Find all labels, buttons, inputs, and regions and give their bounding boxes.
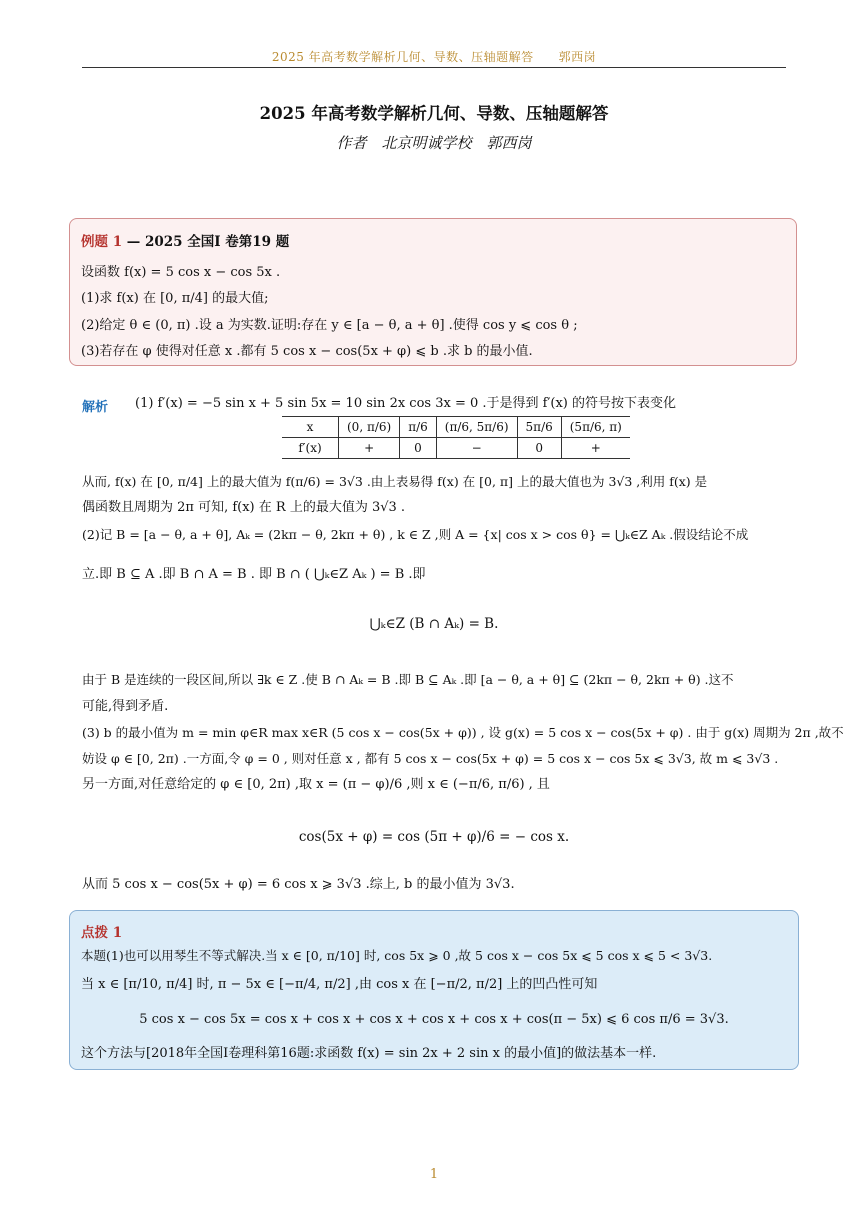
table-cell: (π/6, 5π/6) [436, 417, 517, 438]
table-cell: (5π/6, π) [561, 417, 630, 438]
document-author: 作者 北京明诚学校 郭西岗 [336, 134, 532, 152]
part1-line-2: 偶函数且周期为 2π 可知, f(x) 在 R 上的最大值为 3√3 . [82, 500, 406, 515]
part3-line-3: 另一方面,对任意给定的 φ ∈ [0, 2π) ,取 x = (π − φ)/6 ,则 x ∈ (−π/6, π/6) , 且 [82, 777, 550, 792]
example-title [81, 230, 289, 250]
example-line-2: (1)求 f(x) 在 [0, π/4] 的最大值; [81, 291, 269, 306]
example-source: — 2025 全国I 卷第19 题 [122, 234, 290, 250]
sign-table-wrapper [282, 416, 630, 459]
tip-label: 点拨 1 [81, 925, 123, 941]
solution-intro: (1) f′(x) = −5 sin x + 5 sin 5x = 10 sin 2x cos 3x = 0 .于是得到 f′(x) 的符号按下表变化 [135, 396, 677, 411]
table-cell: π/6 [400, 417, 437, 438]
part3-equation: cos(5x + φ) = cos (5π + φ)/6 = − cos x. [298, 829, 570, 845]
part3-line-4: 从而 5 cos x − cos(5x + φ) = 6 cos x ⩾ 3√3 .综上, b 的最小值为 3√3. [82, 877, 515, 892]
table-cell: 0 [517, 438, 561, 459]
example-line-4: (3)若存在 φ 使得对任意 x .都有 5 cos x − cos(5x + φ) ⩽ b .求 b 的最小值. [81, 344, 533, 359]
table-cell: x [282, 417, 339, 438]
sign-table [282, 416, 630, 459]
table-cell: f′(x) [282, 438, 339, 459]
table-cell: − [436, 438, 517, 459]
tip-line-2: 当 x ∈ [π/10, π/4] 时, π − 5x ∈ [−π/4, π/2] ,由 cos x 在 [−π/2, π/2] 上的凹凸性可知 [81, 977, 598, 992]
tip-line-3: 这个方法与[2018年全国I卷理科第16题:求函数 f(x) = sin 2x + 2 sin x 的最小值]的做法基本一样. [81, 1046, 657, 1061]
page-number: 1 [429, 1167, 439, 1182]
example-label: 例题 1 [81, 234, 123, 250]
example-line-3: (2)给定 θ ∈ (0, π) .设 a 为实数.证明:存在 y ∈ [a − θ, a + θ] .使得 cos y ⩽ cos θ ; [81, 318, 578, 333]
part2-line-2: 立.即 B ⊆ A .即 B ∩ A = B . 即 B ∩ ( ⋃ₖ∈Z Aₖ ) = B .即 [82, 567, 426, 582]
tip-line-1: 本题(1)也可以用琴生不等式解决.当 x ∈ [0, π/10] 时, cos 5x ⩾ 0 ,故 5 cos x − cos 5x ⩽ 5 cos x ⩽ 5 < 3√3. [81, 948, 713, 963]
document-title: 2025 年高考数学解析几何、导数、压轴题解答 [259, 104, 609, 123]
table-cell: 0 [400, 438, 437, 459]
table-cell: 5π/6 [517, 417, 561, 438]
table-cell: + [561, 438, 630, 459]
part3-line-1: (3) b 的最小值为 m = min φ∈R max x∈R (5 cos x − cos(5x + φ)) , 设 g(x) = 5 cos x − cos(5x + φ) . 由于 g(x) 周期为 2π ,故不 [82, 725, 844, 740]
tip-equation: 5 cos x − cos 5x = cos x + cos x + cos x + cos x + cos x + cos(π − 5x) ⩽ 6 cos π/6 = 3√3. [139, 1012, 729, 1027]
part2-line-4: 可能,得到矛盾. [82, 699, 169, 714]
part3-line-2: 妨设 φ ∈ [0, 2π) .一方面,令 φ = 0 , 则对任意 x , 都有 5 cos x − cos(5x + φ) = 5 cos x − cos 5x ⩽ 3√3, 故 m ⩽ 3√3 . [82, 751, 779, 766]
part2-line-3: 由于 B 是连续的一段区间,所以 ∃k ∈ Z .使 B ∩ Aₖ = B .即 B ⊆ Aₖ .即 [a − θ, a + θ] ⊆ (2kπ − θ, 2kπ + θ) .这不 [82, 672, 734, 687]
part2-line-1: (2)记 B = [a − θ, a + θ], Aₖ = (2kπ − θ, 2kπ + θ) , k ∈ Z ,则 A = {x| cos x > cos θ} = ⋃ₖ∈Z Aₖ .假设结论不成 [82, 527, 749, 542]
running-header: 2025 年高考数学解析几何、导数、压轴题解答 郭西岗 [271, 50, 597, 64]
header-rule [82, 67, 786, 68]
table-cell: + [339, 438, 400, 459]
example-line-1: 设函数 f(x) = 5 cos x − cos 5x . [81, 265, 281, 280]
sign-table-sign-row [282, 438, 630, 459]
sign-table-header-row [282, 417, 630, 438]
part1-line-1: 从而, f(x) 在 [0, π/4] 上的最大值为 f(π/6) = 3√3 .由上表易得 f(x) 在 [0, π] 上的最大值也为 3√3 ,利用 f(x) 是 [82, 474, 708, 489]
part2-equation: ⋃ₖ∈Z (B ∩ Aₖ) = B. [369, 616, 499, 632]
table-cell: (0, π/6) [339, 417, 400, 438]
solution-label: 解析 [82, 400, 109, 415]
